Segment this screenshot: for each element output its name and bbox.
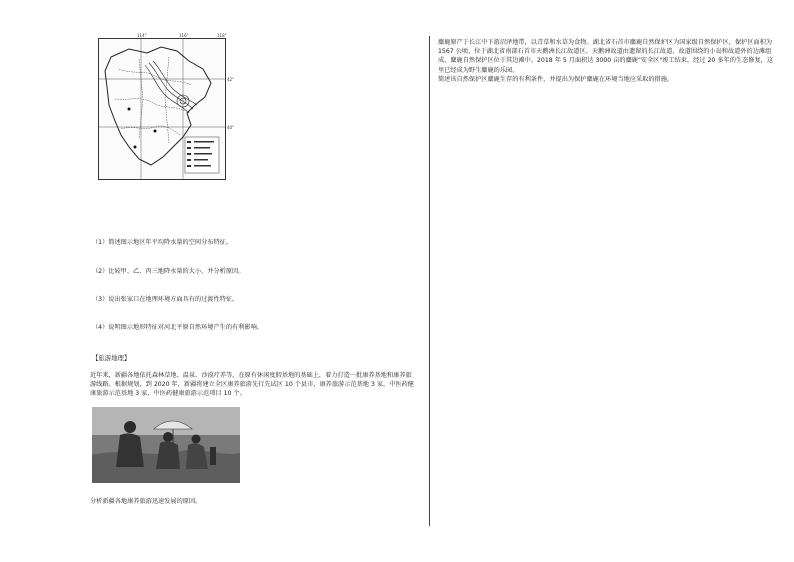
lon-label: 118° [217, 33, 227, 38]
tourism-question: 分析新疆各地康养旅游迅速发展的原因。 [90, 497, 202, 505]
tourism-photo [92, 407, 240, 483]
photo-drawing [92, 407, 240, 483]
question-3: （3）说出张家口在地理环境方面具有的过渡性特征。 [92, 296, 239, 303]
column-divider [429, 36, 430, 526]
precipitation-map-figure [98, 33, 235, 180]
deer-question: 简述该自然保护区麋鹿生存的有利条件，并提出为保护麋鹿在环境当地应采取的措施。 [438, 75, 674, 83]
left-column [90, 33, 415, 505]
lon-label: 116° [179, 33, 189, 38]
map-drawing [99, 39, 225, 179]
deer-paragraph: 麋鹿原产于长江中下游沼泽地带，以青草和水草为食物。湖北省石首市麋鹿自然保护区为国家级自然保护区，保护区面积为 1567 公顷，位于湖北省南部石首市天鹅洲长江故道区。天鹅洲故道由遗留的长江故道、故道围绕的小岛和故道外的边滩组成，麋鹿自然保护区位于其边滩中。2018 年 5 月面积达 3000 亩的麋鹿"安全区"竣工结束，经过 20 多年的生态修复，这里已经成为野生麋鹿的乐园。 [438, 39, 774, 74]
question-1: （1）简述图示地区年平均降水量的空间分布特征。 [92, 239, 233, 246]
section-title: 【旅游地理】 [92, 354, 131, 362]
right-column [438, 38, 773, 84]
question-2: （2）比较甲、乙、丙三地降水量的大小，并分析原因。 [92, 268, 245, 275]
tourism-paragraph: 近年来，新疆各地依托森林草地、温泉、沙漠疗养等，在原有休闲度假基地的基础上，着力打造一批康养基地和康养旅游线路。根据规划，到 2020 年，新疆将建立全区康养旅游先行先试区 10 个县市，康养旅游示范基地 3 家，中医药健康旅游示范基地 3 家，中医药健康旅游示范项目 10 个。 [90, 372, 414, 398]
question-4: （4）说明图示地形特征对河北平原自然环境产生的有利影响。 [92, 324, 263, 331]
lat-label: 42° [227, 77, 235, 82]
lat-label: 40° [227, 125, 235, 130]
lon-label: 114° [137, 33, 147, 38]
